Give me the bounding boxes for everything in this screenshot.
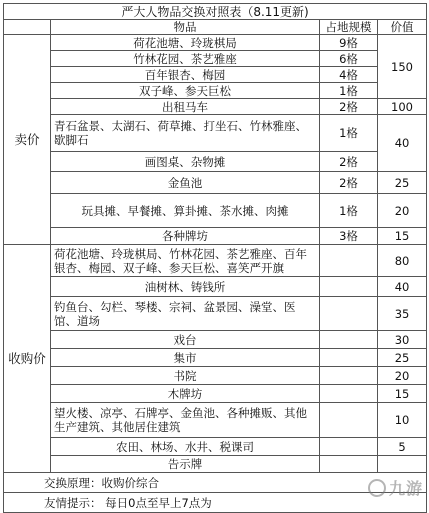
buy-area-blank [320, 385, 378, 403]
buy-area-blank [320, 367, 378, 385]
sell-price: 40 [378, 115, 427, 172]
sell-area: 1格 [320, 115, 378, 152]
sell-item: 荷花池塘、玲珑棋局 [51, 35, 320, 51]
buy-price: 80 [378, 245, 427, 277]
sell-price: 100 [378, 99, 427, 115]
sell-area: 1格 [320, 83, 378, 99]
buy-area-blank [320, 245, 378, 277]
sell-price: 15 [378, 228, 427, 245]
buy-area-blank [320, 456, 378, 473]
exchange-principle-note: 交换原理：收购价综合 [4, 473, 427, 493]
buy-item: 书院 [51, 367, 320, 385]
sell-area: 6格 [320, 51, 378, 67]
table-row [4, 35, 427, 51]
sell-item: 出租马车 [51, 99, 320, 115]
table-row [4, 83, 427, 99]
buy-item: 集市 [51, 349, 320, 367]
buy-item: 农田、林场、水井、税课司 [51, 438, 320, 456]
table-row [4, 245, 427, 277]
buy-area-blank [320, 349, 378, 367]
buy-price: 5 [378, 438, 427, 456]
sell-item: 青石盆景、太湖石、荷草摊、打坐石、竹林雅座、歇脚石 [51, 115, 320, 152]
buy-area-blank [320, 438, 378, 456]
buy-item: 告示牌 [51, 456, 320, 473]
sell-area: 2格 [320, 172, 378, 194]
buy-item: 望火楼、凉亭、石牌亭、金鱼池、各种摊贩、其他生产建筑、其他居住建筑 [51, 403, 320, 438]
sell-area: 2格 [320, 152, 378, 172]
sell-area: 9格 [320, 35, 378, 51]
buy-item: 钓鱼台、勾栏、琴楼、宗祠、盆景园、澡堂、医馆、道场 [51, 297, 320, 331]
header-item: 物品 [51, 20, 320, 35]
table-row [4, 51, 427, 67]
table-row [4, 385, 427, 403]
sell-price: 25 [378, 172, 427, 194]
buy-price: 25 [378, 349, 427, 367]
sell-item: 各种牌坊 [51, 228, 320, 245]
sell-item: 双子峰、参天巨松 [51, 83, 320, 99]
table-row [4, 67, 427, 83]
sell-price: 150 [378, 35, 427, 99]
sell-area: 1格 [320, 194, 378, 228]
table-row [4, 297, 427, 331]
buy-area-blank [320, 403, 378, 438]
table-row [4, 194, 427, 228]
sell-area: 4格 [320, 67, 378, 83]
header-blank [4, 20, 51, 35]
watermark-logo [368, 476, 423, 499]
sell-item: 画图桌、杂物摊 [51, 152, 320, 172]
table-row [4, 367, 427, 385]
buy-item: 木牌坊 [51, 385, 320, 403]
table-row [4, 403, 427, 438]
table-title: 严大人物品交换对照表（8.11更新) [4, 4, 427, 20]
table-row [4, 331, 427, 349]
header-area: 占地规模 [320, 20, 378, 35]
buy-area-blank [320, 331, 378, 349]
buy-item: 油树林、铸钱所 [51, 277, 320, 297]
friendly-tip-note: 友情提示： 每日0点至早上7点为 [4, 493, 427, 513]
buy-price: 10 [378, 403, 427, 438]
buy-price: 20 [378, 367, 427, 385]
buy-price: 30 [378, 331, 427, 349]
watermark-icon [368, 479, 386, 497]
table-row [4, 438, 427, 456]
buy-price [378, 456, 427, 473]
header-price: 价值 [378, 20, 427, 35]
table-row [4, 277, 427, 297]
table-row [4, 99, 427, 115]
exchange-table [3, 3, 427, 513]
sell-item: 金鱼池 [51, 172, 320, 194]
sell-area: 2格 [320, 99, 378, 115]
buy-area-blank [320, 297, 378, 331]
sell-category-label: 卖价 [4, 35, 51, 245]
buy-item: 戏台 [51, 331, 320, 349]
buy-price: 15 [378, 385, 427, 403]
table-row [4, 228, 427, 245]
buy-price: 35 [378, 297, 427, 331]
table-row [4, 349, 427, 367]
table-row [4, 115, 427, 152]
sell-area: 3格 [320, 228, 378, 245]
sell-item: 玩具摊、早餐摊、算卦摊、茶水摊、肉摊 [51, 194, 320, 228]
buy-price: 40 [378, 277, 427, 297]
sell-price: 20 [378, 194, 427, 228]
buy-item: 荷花池塘、玲珑棋局、竹林花园、茶艺雅座、百年银杏、梅园、双子峰、参天巨松、喜笑严开旗 [51, 245, 320, 277]
sell-item: 竹林花园、茶艺雅座 [51, 51, 320, 67]
watermark-text: 九游 [388, 479, 423, 498]
buy-area-blank [320, 277, 378, 297]
table-row [4, 152, 427, 172]
table-row [4, 456, 427, 473]
buy-category-label: 收购价 [4, 245, 51, 473]
sell-item: 百年银杏、梅园 [51, 67, 320, 83]
table-row [4, 172, 427, 194]
